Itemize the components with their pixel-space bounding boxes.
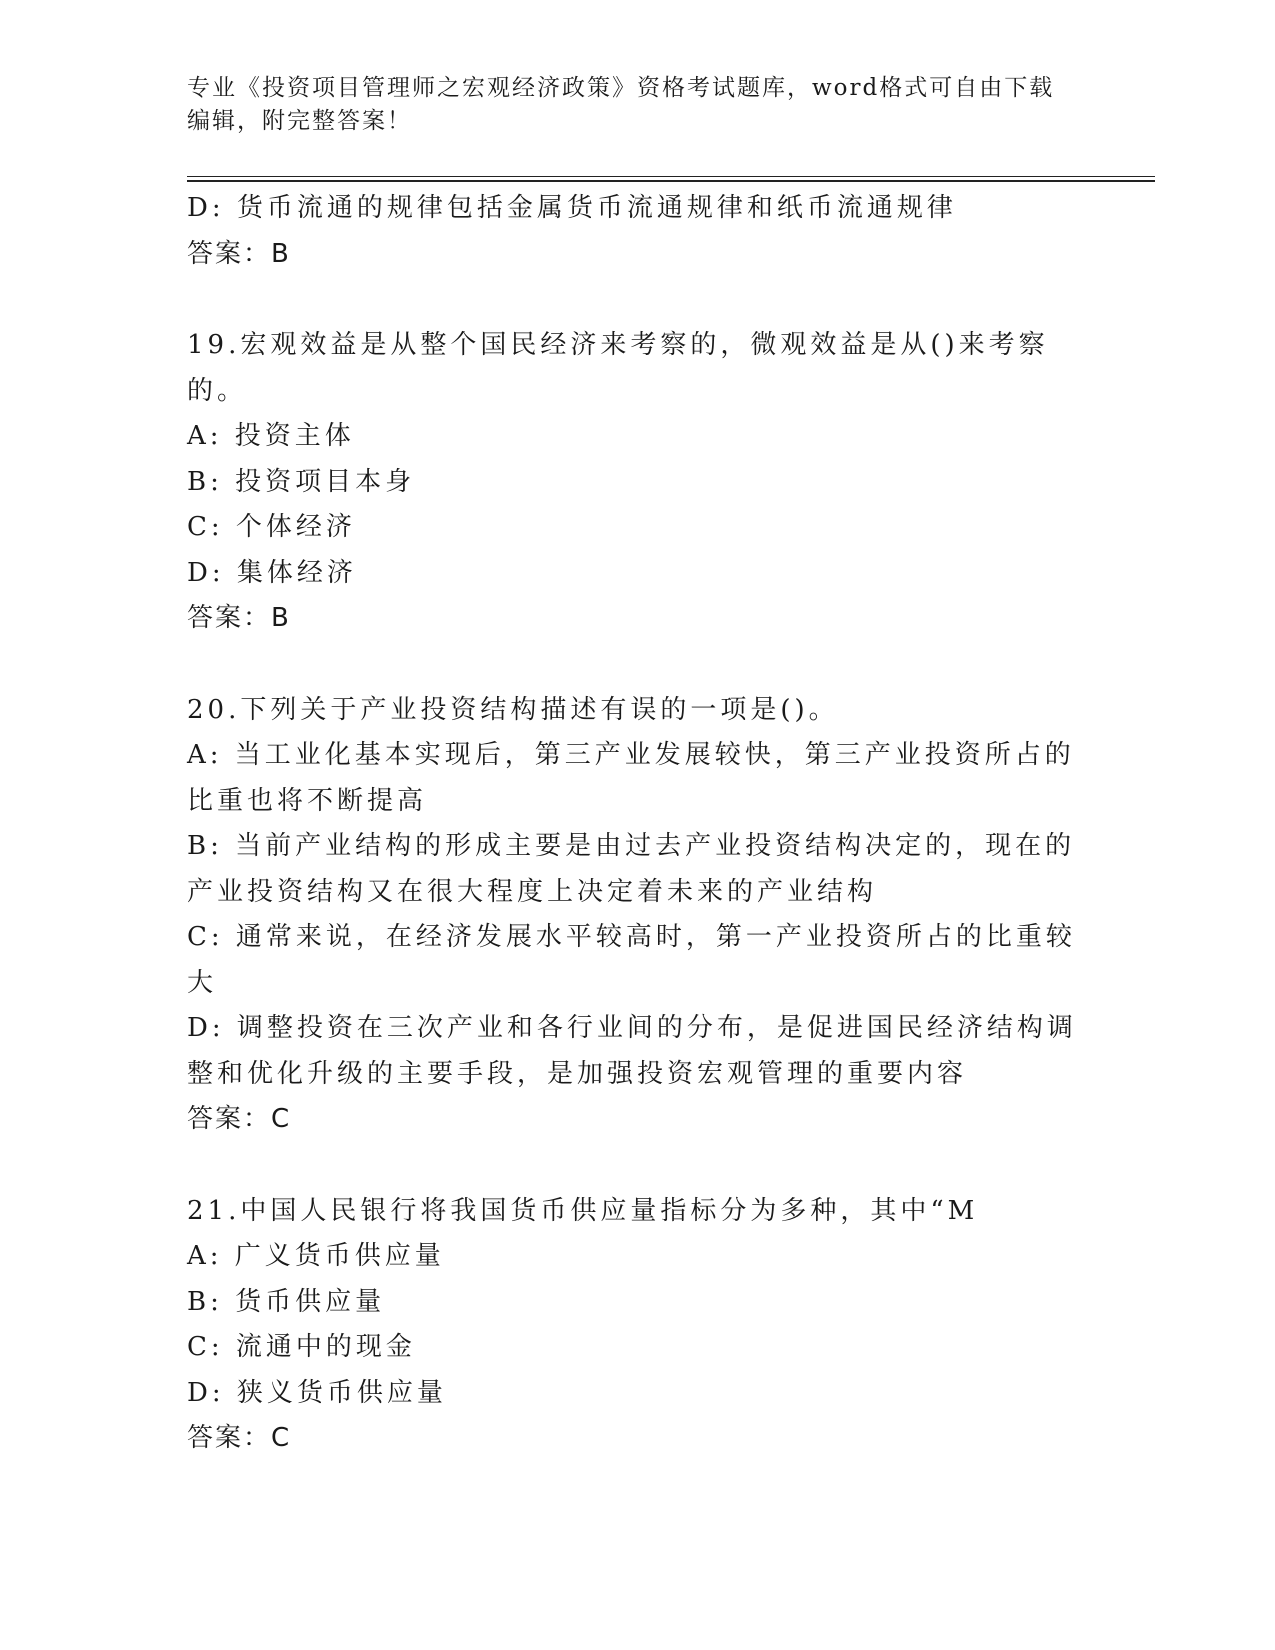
question-20 (187, 688, 1077, 1143)
option-b: B: 货币供应量 (187, 1286, 386, 1317)
option-b: B: 投资项目本身 (187, 466, 416, 497)
document-header: 专业《投资项目管理师之宏观经济政策》资格考试题库，word格式可自由下载编辑，附完整答案！ (187, 75, 1055, 134)
option-c: C: 流通中的现金 (187, 1332, 416, 1362)
option-c: C: 通常来说，在经济发展水平较高时，第一产业投资所占的比重较大 (187, 922, 1076, 998)
option-a: A: 当工业化基本实现后，第三产业发展较快，第三产业投资所占的比重也将不断提高 (187, 740, 1075, 816)
answer-label: 答案：C (187, 1423, 292, 1453)
question-18-tail (187, 186, 1077, 277)
header-divider-thin (187, 176, 1155, 177)
option-b: B: 当前产业结构的形成主要是由过去产业投资结构决定的，现在的产业投资结构又在很大程度上决定着未来的产业结构 (187, 831, 1076, 907)
question-stem: 19.宏观效益是从整个国民经济来考察的，微观效益是从()来考察的。 (187, 330, 1049, 406)
option-c: C: 个体经济 (187, 512, 356, 542)
answer-label: 答案：C (187, 1104, 292, 1134)
question-list (187, 186, 1077, 1462)
spacer (187, 277, 1077, 323)
answer-label: 答案：B (187, 603, 291, 633)
option-d: D: 货币流通的规律包括金属货币流通规律和纸币流通规律 (187, 193, 957, 223)
option-d: D: 调整投资在三次产业和各行业间的分布，是促进国民经济结构调整和优化升级的主要手段，是加强投资宏观管理的重要内容 (187, 1013, 1077, 1089)
answer-label: 答案：B (187, 238, 291, 269)
option-a: A: 投资主体 (187, 421, 355, 451)
option-d: D: 集体经济 (187, 557, 357, 588)
option-a: A: 广义货币供应量 (187, 1241, 445, 1271)
option-d: D: 狭义货币供应量 (187, 1377, 447, 1408)
question-stem: 21.中国人民银行将我国货币供应量指标分为多种，其中“M (187, 1195, 979, 1226)
question-21 (187, 1189, 1077, 1462)
spacer (187, 1143, 1077, 1189)
header-divider-thick (187, 180, 1155, 182)
spacer (187, 642, 1077, 688)
question-19 (187, 323, 1077, 642)
question-stem: 20.下列关于产业投资结构描述有误的一项是()。 (187, 694, 839, 725)
